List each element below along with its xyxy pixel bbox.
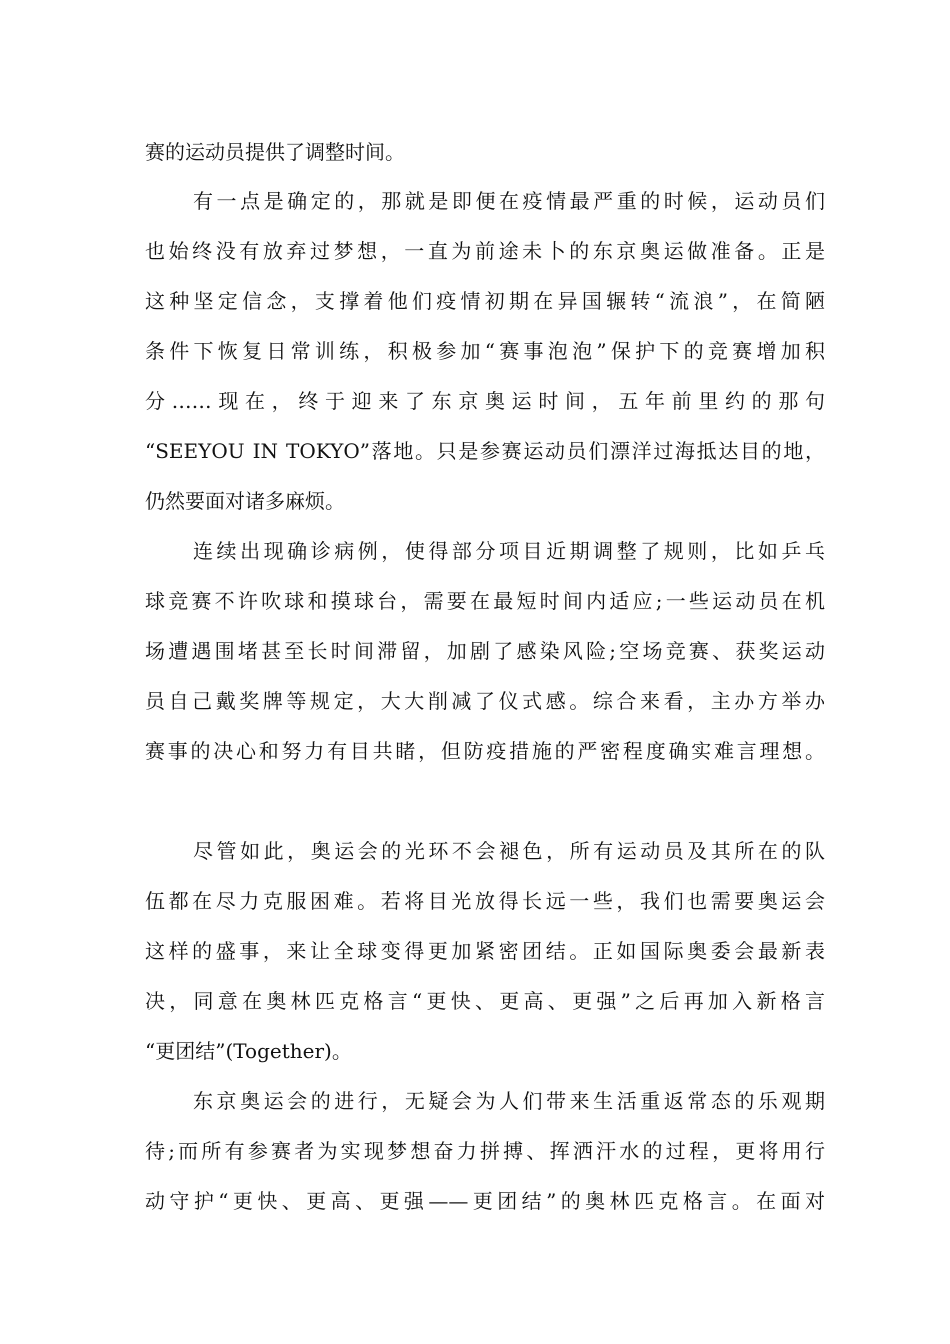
text-line: 东京奥运会的进行，无疑会为人们带来生活重返常态的乐观期 [193, 1089, 825, 1113]
text-line: 伍都在尽力克服困难。若将目光放得长远一些，我们也需要奥运会 [145, 889, 825, 913]
text-line: 赛事的决心和努力有目共睹，但防疫措施的严密程度确实难言理想。 [145, 739, 825, 763]
text-line: 尽管如此，奥运会的光环不会褪色，所有运动员及其所在的队 [193, 839, 825, 863]
text-line: 决，同意在奥林匹克格言“更快、更高、更强”之后再加入新格言 [145, 989, 825, 1013]
text-line: 赛的运动员提供了调整时间。 [145, 140, 405, 164]
text-line: 有一点是确定的，那就是即便在疫情最严重的时候，运动员们 [193, 189, 825, 213]
text-line: “更团结”(Together)。 [145, 1039, 352, 1063]
text-line: 动守护“更快、更高、更强——更团结”的奥林匹克格言。在面对 [145, 1189, 825, 1213]
text-line: 分……现在，终于迎来了东京奥运时间，五年前里约的那句 [145, 389, 825, 413]
text-line: 也始终没有放弃过梦想，一直为前途未卜的东京奥运做准备。正是 [145, 239, 825, 263]
text-line: 员自己戴奖牌等规定，大大削减了仪式感。综合来看，主办方举办 [145, 689, 825, 713]
text-line: 场遭遇围堵甚至长时间滞留，加剧了感染风险;空场竞赛、获奖运动 [145, 639, 825, 663]
text-line: 这样的盛事，来让全球变得更加紧密团结。正如国际奥委会最新表 [145, 939, 825, 963]
text-line: 待;而所有参赛者为实现梦想奋力拼搏、挥洒汗水的过程，更将用行 [145, 1139, 825, 1163]
text-line: 这种坚定信念，支撑着他们疫情初期在异国辗转“流浪”，在简陋 [145, 289, 825, 313]
text-line: 连续出现确诊病例，使得部分项目近期调整了规则，比如乒乓 [193, 539, 825, 563]
text-line: 球竞赛不许吹球和摸球台，需要在最短时间内适应;一些运动员在机 [145, 589, 825, 613]
text-line: 条件下恢复日常训练，积极参加“赛事泡泡”保护下的竞赛增加积 [145, 339, 825, 363]
text-line: 仍然要面对诸多麻烦。 [145, 489, 345, 513]
text-line: “SEEYOU IN TOKYO”落地。只是参赛运动员们漂洋过海抵达目的地， [145, 439, 825, 463]
